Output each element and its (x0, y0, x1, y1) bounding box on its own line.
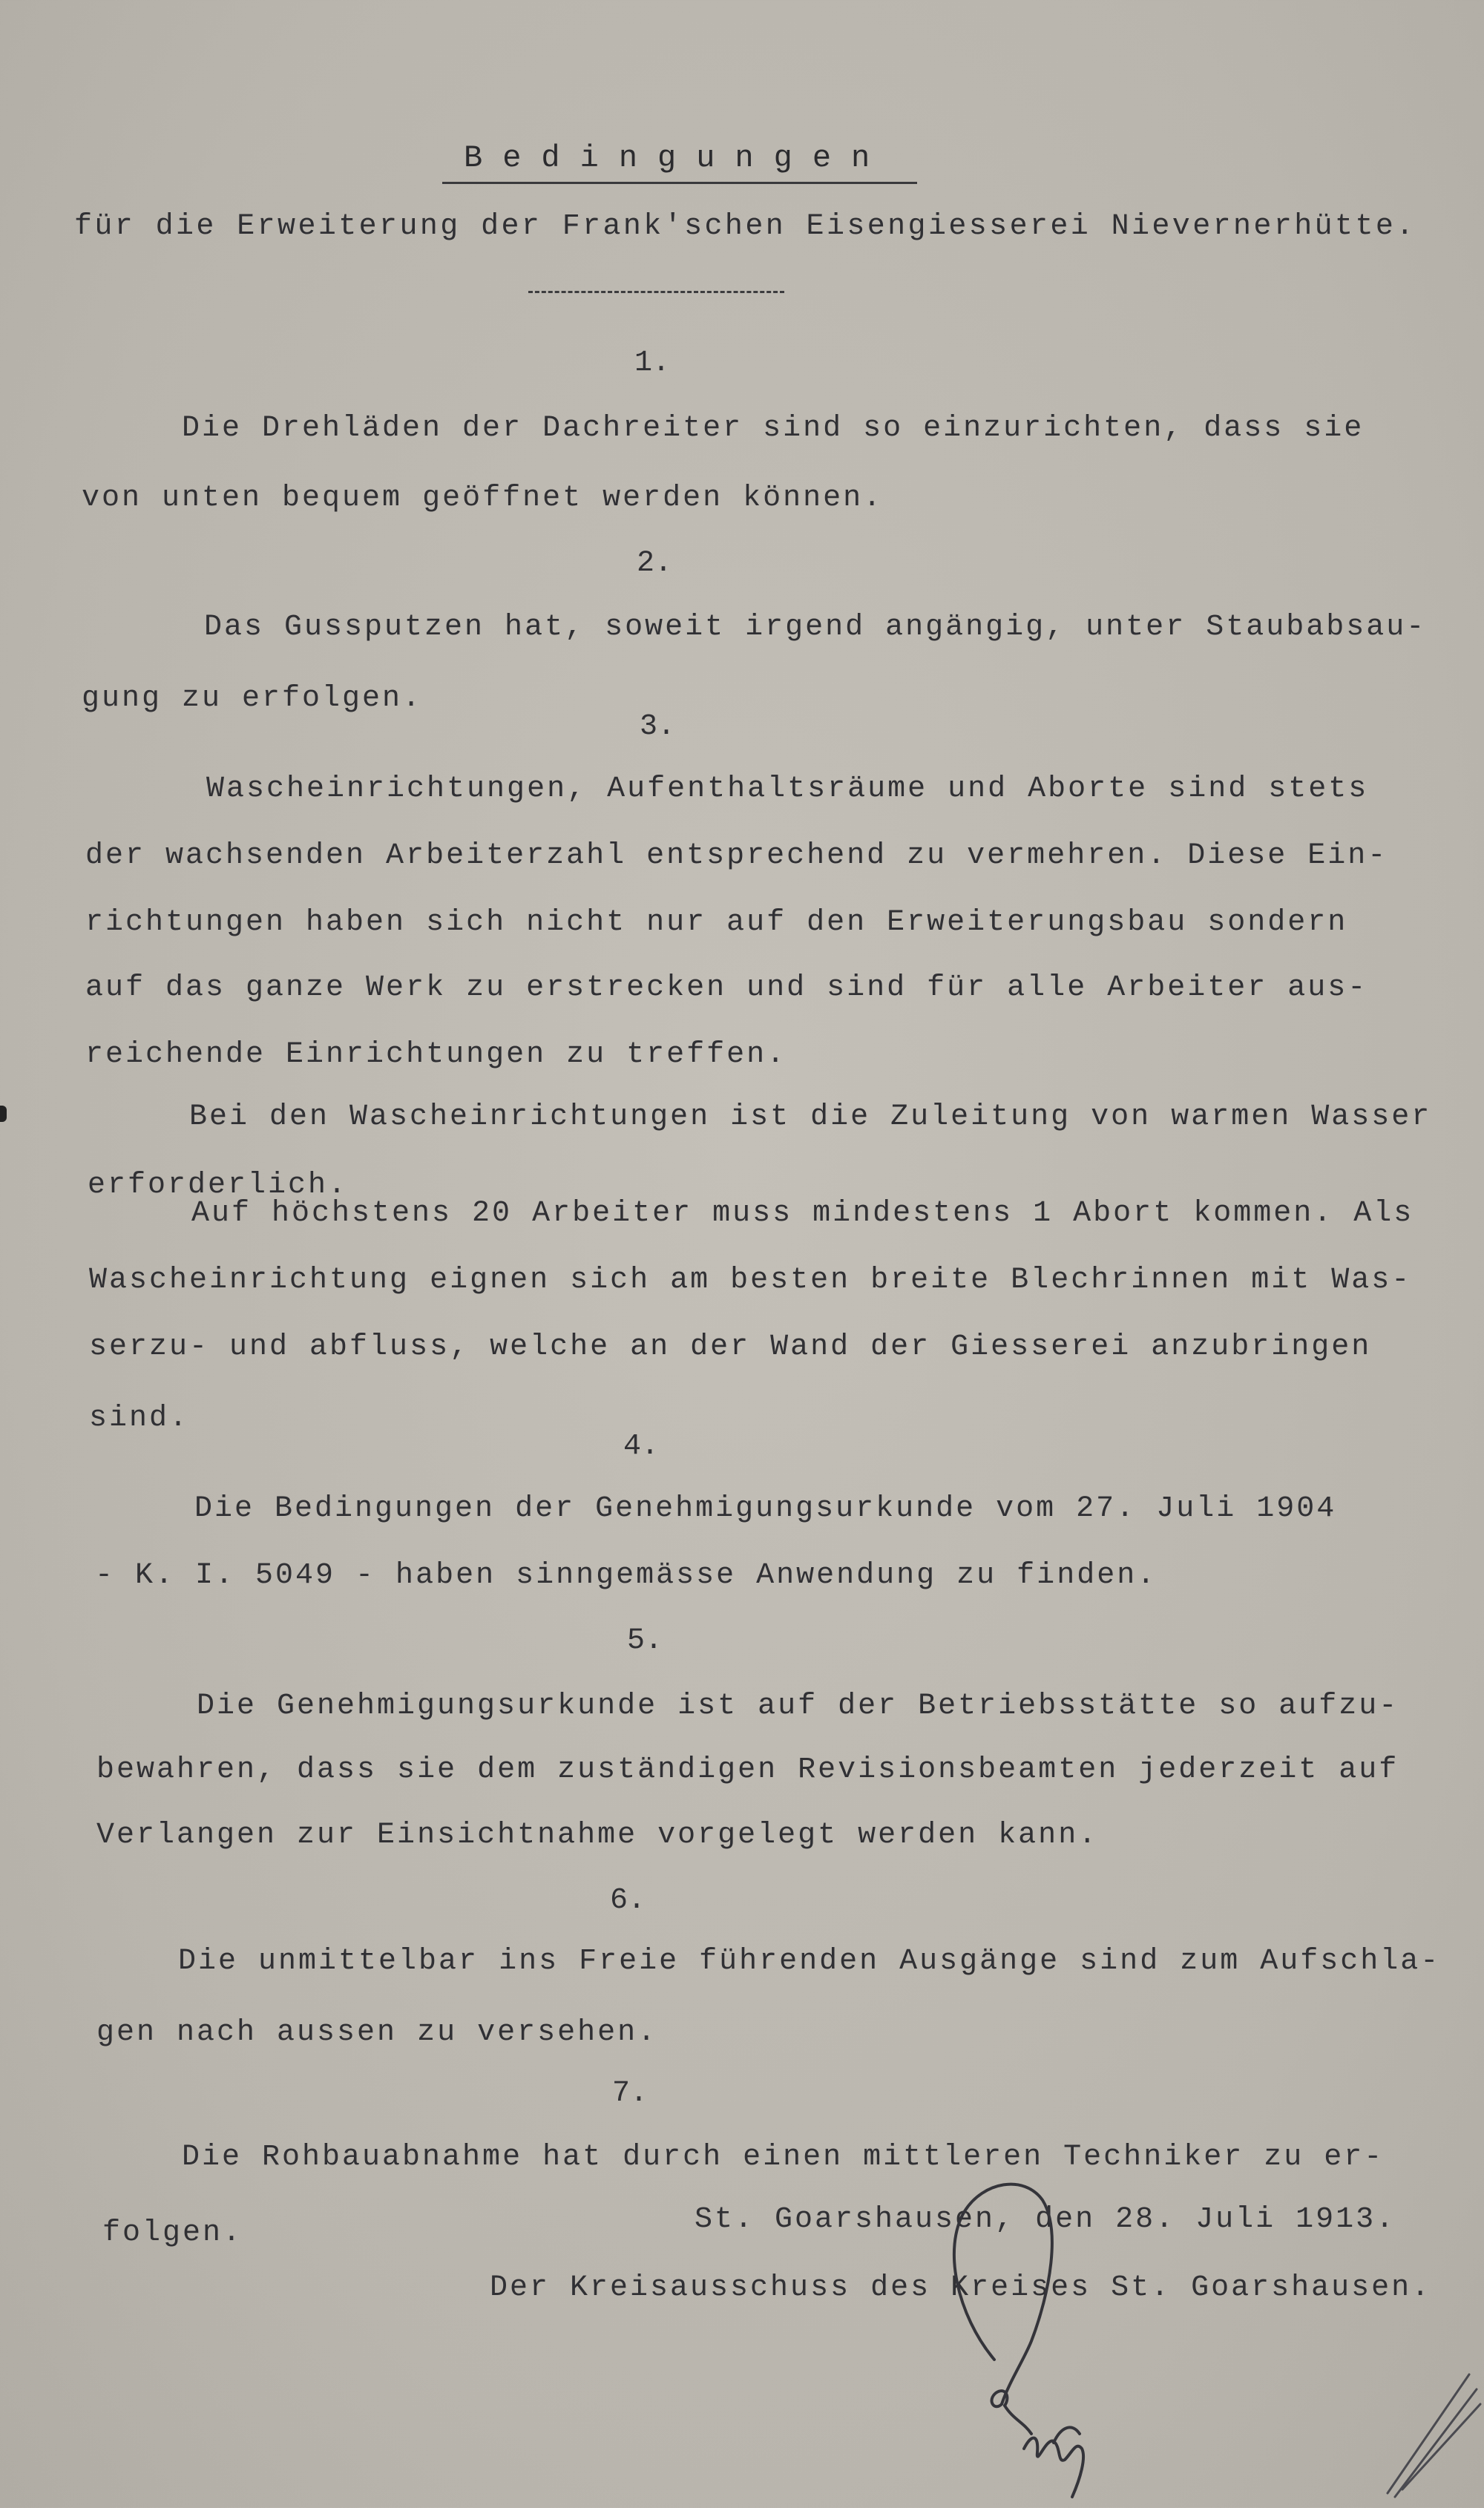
section-3-line-8: Auf höchstens 20 Arbeiter muss mindestens 1 Abort kommen. Als (191, 1197, 1414, 1230)
section-7-line-2: folgen. (102, 2216, 243, 2250)
section-5-line-1: Die Genehmigungsurkunde ist auf der Betriebsstätte so aufzu- (197, 1690, 1399, 1723)
section-number-1: 1. (634, 347, 671, 380)
section-3-line-1: Wascheinrichtungen, Aufenthaltsräume und Aborte sind stets (206, 772, 1369, 806)
place-and-date: St. Goarshausen, den 28. Juli 1913. (695, 2203, 1396, 2236)
issuer-line: Der Kreisausschuss des Kreises St. Goarshausen. (490, 2271, 1432, 2305)
section-3-line-3: richtungen haben sich nicht nur auf den Erweiterungsbau sondern (85, 906, 1348, 939)
section-3-line-10: serzu- und abfluss, welche an der Wand der Giesserei anzubringen (89, 1330, 1372, 1364)
section-6-line-2: gen nach aussen zu versehen. (96, 2016, 658, 2049)
section-number-2: 2. (637, 547, 673, 580)
section-3-line-4: auf das ganze Werk zu erstrecken und sind für alle Arbeiter aus- (85, 971, 1368, 1005)
section-3-line-7: erforderlich. (88, 1169, 349, 1202)
section-3-line-11: sind. (89, 1402, 190, 1435)
section-4-line-1: Die Bedingungen der Genehmigungsurkunde vom 27. Juli 1904 (194, 1492, 1337, 1526)
section-4-line-2: - K. I. 5049 - haben sinngemässe Anwendung zu finden. (95, 1559, 1158, 1592)
section-6-line-1: Die unmittelbar ins Freie führenden Ausgänge sind zum Aufschla- (178, 1945, 1441, 1978)
document-subtitle: für die Erweiterung der Frank'schen Eisengiesserei Nievernerhütte. (74, 210, 1416, 243)
section-number-7: 7. (612, 2077, 649, 2110)
section-7-line-1: Die Rohbauabnahme hat durch einen mittleren Techniker zu er- (182, 2141, 1385, 2174)
section-1-line-2: von unten bequem geöffnet werden können. (82, 482, 884, 515)
section-1-line-1: Die Drehläden der Dachreiter sind so einzurichten, dass sie (182, 412, 1365, 445)
section-3-line-9: Wascheinrichtung eignen sich am besten breite Blechrinnen mit Was- (89, 1264, 1412, 1297)
separator-rule (528, 291, 784, 293)
section-number-3: 3. (640, 710, 676, 743)
document-title: Bedingungen (464, 140, 890, 176)
section-number-5: 5. (627, 1624, 663, 1658)
handwritten-signature (913, 2167, 1165, 2508)
page-edge-mark (0, 1106, 7, 1122)
title-underline (442, 182, 917, 184)
pencil-mark (1373, 2360, 1484, 2507)
section-2-line-1: Das Gussputzen hat, soweit irgend angängig, unter Staubabsau- (204, 611, 1427, 644)
section-2-line-2: gung zu erfolgen. (82, 682, 423, 715)
section-3-line-6: Bei den Wascheinrichtungen ist die Zuleitung von warmen Wasser (189, 1100, 1432, 1134)
section-5-line-3: Verlangen zur Einsichtnahme vorgelegt werden kann. (96, 1819, 1099, 1852)
section-3-line-5: reichende Einrichtungen zu treffen. (85, 1038, 787, 1071)
section-3-line-2: der wachsenden Arbeiterzahl entsprechend zu vermehren. Diese Ein- (85, 839, 1388, 873)
section-number-6: 6. (610, 1884, 646, 1917)
section-number-4: 4. (623, 1430, 660, 1463)
section-5-line-2: bewahren, dass sie dem zuständigen Revisionsbeamten jederzeit auf (96, 1753, 1399, 1787)
